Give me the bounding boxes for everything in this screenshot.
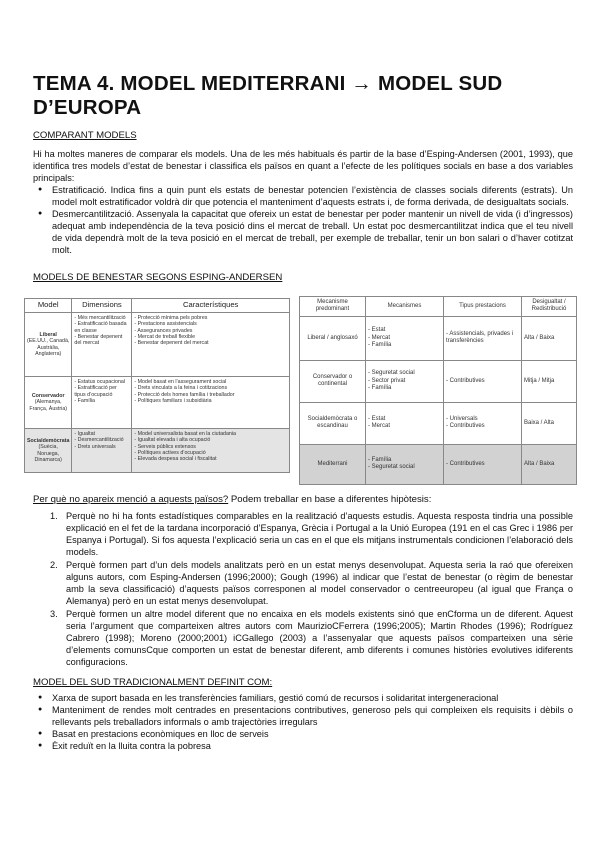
section-heading-sud: MODEL DEL SUD TRADICIONALMENT DEFINIT COM:	[33, 677, 273, 688]
list-item: ● Desmercantilització. Assenyala la capacitat que ofereix un estat de benestar per poder mantenir un nivell de vida (i d’ingressos) adequat amb independència de la teva posició dins el mercat de treball. Un estat poc desmercantilitzat indica que el teu nivell de vida dependrà molt de la teva posició en el mercat de treball, per exemple de treballar, tenir un bon salari o d’haver cotitzat molt.	[36, 208, 573, 256]
table-cell: - Estat - Mercat	[366, 402, 444, 444]
table-header: Model	[25, 299, 72, 313]
question-text: Per què no apareix menció a aquests països?	[33, 494, 229, 505]
table-cell-model: Socialdemòcrata o escandinau	[300, 402, 366, 444]
table-cell: - Model basat en l’assegurament social - Drets vinculats a la feina i cotitzacions - Protecció dels homes família i treballador - Polítiques familiars i subsidiària	[132, 377, 290, 429]
table-cell: - Universals - Contributives	[444, 402, 522, 444]
list-item: ● Manteniment de rendes molt centrades en presentacions contributives, generoso pels qui compleixen els requisits i dèbils o rellevants pels treballadors informals o amb trajectòries irregulars	[36, 704, 573, 728]
list-item: 1. Perquè no hi ha fonts estadístiques comparables en la realització d’aquests estudis. Aquesta resposta tindria una possible explicació en el fet de la tardana incorporació d’Espanya, Grècia i Portugal a la Unió Europea (191 en el cas Grec i 1986 per Espanya i Portugal). Si fos aquesta l’explicació seria un cas en el que els mitjans instrumentals condicionen l’elaboració dels models.	[50, 511, 573, 557]
table-cell: - Estatus ocupacional - Estratificació per tipus d’ocupació - Família	[72, 377, 132, 429]
table-header: Tipus prestacions	[444, 297, 522, 317]
section-heading-models: MODELS DE BENESTAR SEGONS ESPING-ANDERSEN	[33, 272, 283, 283]
table-cell: - Model universalista basat en la ciutadania - Igualtat elevada i alta ocupació - Serveis públics extensos - Polítiques actives d’ocupació - Elevada despesa social i fiscalitat	[132, 429, 290, 473]
table-header: Desigualtat / Redistribució	[522, 297, 577, 317]
table-cell: - Estat - Mercat - Família	[366, 316, 444, 360]
question-rest: Podem treballar en base a diferentes hipòtesis:	[228, 494, 432, 505]
table-cell: - Contributives	[444, 444, 522, 484]
table-cell: - Contributives	[444, 360, 522, 402]
table-cell-model: Conservador (Alemanya, França, Àustria)	[25, 377, 72, 429]
table-header: Mecanisme predominant	[300, 297, 366, 317]
list-item: ● Xarxa de suport basada en les transferències familiars, gestió comú de recursos i solidaritat intergeneracional	[36, 692, 573, 704]
table-cell: Mitja / Mitja	[522, 360, 577, 402]
table-cell-model: Mediterrani	[300, 444, 366, 484]
table-cell: - Seguretat social - Sector privat - Família	[366, 360, 444, 402]
table-cell: Baixa / Alta	[522, 402, 577, 444]
table-models-esping-andersen	[24, 298, 290, 473]
table-cell-model: Conservador o continental	[300, 360, 366, 402]
table-cell: - Més mercantilització - Estratificació basada en classe - Benestar depenent del mercat	[72, 313, 132, 377]
section-heading-comparant: COMPARANT MODELS	[33, 130, 137, 141]
list-item: 3. Perquè formen un altre model diferent que no encaixa en els models existents sinó que enCforma un de diferent. Aquest seria l’argument que comparteixen altres autors com MaurizioCFerrera (1996;2005); Martin Rhodes (1996); Rodríguez Cabrero (1998); Moreno (2000;2001) iCGallego (2003) a l’assenyalar que aquests països comparteixen una sèrie d’elements comunsCque comporten un estat de benestar diferent, amb diferents i comunes històries evolutives idiferents configuracions.	[50, 609, 573, 667]
sud-characteristics-list	[36, 692, 573, 752]
list-item: 2. Perquè formen part d’un dels models analitzats però en un estat menys desenvolupat. Aquesta seria la raó que ofereixen alguns autors, com Esping-Andersen (1996;2000); Gough (1996) al indicar que l’estat de benestar (o règim de benestar amb la seva classificació) d’aquests països corresponen al model conservador o centreeuropeu (al igual que França o Alemanya) però en un estat menys desenvolupat.	[50, 560, 573, 606]
table-cell: - Igualtat - Desmercantilització - Drets universals	[72, 429, 132, 473]
list-item: ● Estratificació. Indica fins a quin punt els estats de benestar potencien l’existència de classes socials diferents (estrats). Un model molt estratificador voldrà dir que potencia el manteniment d’aquests estrats i, de forma derivada, de desigualtats socials.	[36, 184, 573, 208]
hypotheses-list	[50, 510, 573, 669]
page-title: TEMA 4. MODEL MEDITERRANI → MODEL SUD D’EUROPA	[33, 72, 503, 119]
variables-list	[36, 184, 573, 256]
table-cell: - Protecció mínima pels pobres - Prestacions assistencials - Assegurances privades - Mercat de treball flexible - Benestar depenent del mercat	[132, 313, 290, 377]
table-cell: Alta / Baixa	[522, 316, 577, 360]
list-item: ● Èxit reduït en la lluita contra la pobresa	[36, 740, 573, 752]
table-header: Dimensions	[72, 299, 132, 313]
table-models-comparison	[299, 296, 577, 485]
table-cell-model: Socialdemòcrata (Suècia, Noruega, Dinamarca)	[25, 429, 72, 473]
table-cell: - Assistencials, privades i transferències	[444, 316, 522, 360]
intro-paragraph: Hi ha moltes maneres de comparar els models. Una de les més habituals és partir de la base d’Esping-Andersen (2001, 1993), que identifica tres models d’estat de benestar i classifica els països en quant a l’efecte de les polítiques socials en base a dos variables principals:	[33, 149, 573, 183]
table-header: Mecanismes	[366, 297, 444, 317]
table-cell-model: Liberal (EE.UU., Canadà, Austràlia, Anglaterra)	[25, 313, 72, 377]
table-header: Característiques	[132, 299, 290, 313]
table-cell: - Família - Seguretat social	[366, 444, 444, 484]
hypotheses-intro	[33, 494, 573, 506]
table-cell-model: Liberal / anglosaxó	[300, 316, 366, 360]
list-item: ● Basat en prestacions econòmiques en lloc de serveis	[36, 728, 573, 740]
table-cell: Alta / Baixa	[522, 444, 577, 484]
